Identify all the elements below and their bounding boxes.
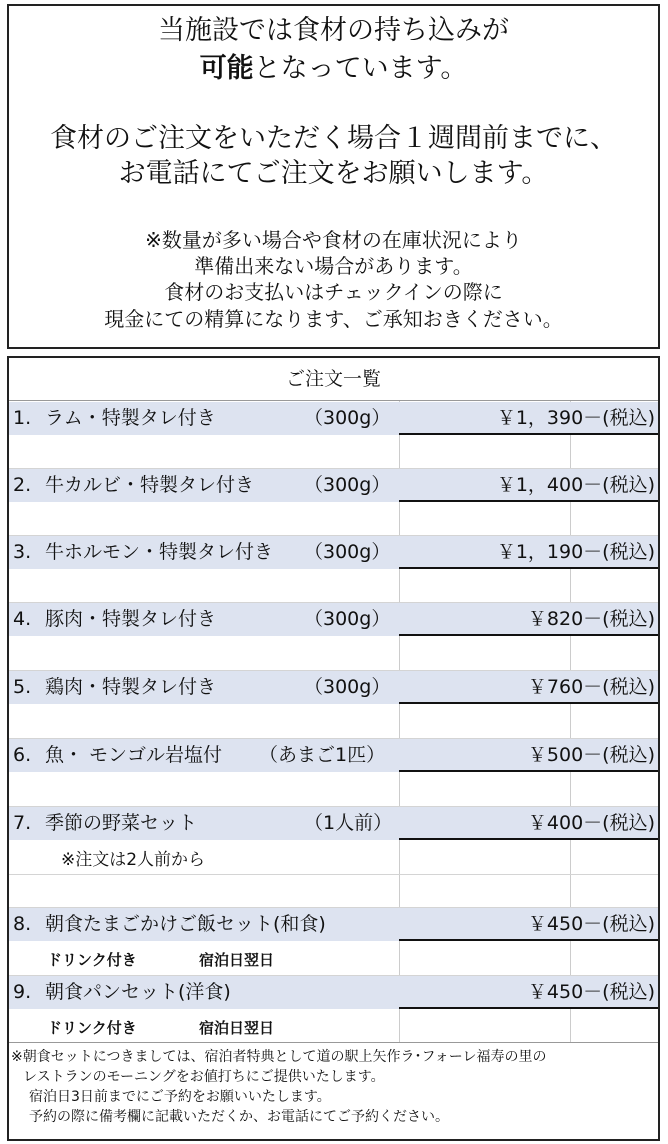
price-underline (399, 770, 658, 772)
price-underline (399, 702, 658, 704)
item-quantity: （300g） (304, 541, 391, 563)
notice-line-4: お電話にてご注文をお願いします。 (118, 158, 549, 189)
item-number: 6. (13, 744, 32, 766)
order-table (7, 356, 660, 1141)
item-quantity: （300g） (304, 608, 391, 630)
price-underline (399, 939, 658, 941)
order-table-title: ご注文一覧 (9, 358, 658, 400)
item-quantity: （300g） (304, 407, 391, 429)
item-name: 朝食たまごかけご飯セット(和食) (45, 913, 326, 935)
item-quantity: （300g） (304, 474, 391, 496)
item-price: ￥450－(税込) (527, 981, 655, 1003)
notice-line-6: 準備出来ない場合があります。 (194, 254, 473, 278)
notice-line-5: ※数量が多い場合や食材の在庫状況により (145, 228, 522, 252)
item-7-note: ※注文は2人前から (61, 850, 206, 870)
item-name: 鶏肉・特製タレ付き (45, 676, 217, 698)
footnote-line-4: 予約の際に備考欄に記載いただくか、お電話にてご予約ください。 (29, 1109, 449, 1125)
item-name: ラム・特製タレ付き (45, 407, 216, 429)
notice-line-2 (9, 52, 658, 86)
item-9-drink: ドリンク付き (47, 1019, 137, 1037)
item-price: ￥450－(税込) (527, 913, 655, 935)
item-number: 7. (13, 812, 32, 834)
order-item-row (9, 807, 658, 840)
price-underline (399, 1007, 658, 1009)
item-8-drink: ドリンク付き (47, 951, 137, 969)
notice-bold-word: 可能 (199, 53, 254, 84)
price-underline (399, 634, 658, 636)
notice-line-8: 現金にての精算になります、ご承知おきください。 (104, 307, 563, 331)
notice-line-7: 食材のお支払いはチェックインの際に (164, 280, 503, 304)
item-quantity: （300g） (304, 676, 391, 698)
item-name: 季節の野菜セット (45, 812, 198, 834)
item-quantity: （1人前） (304, 812, 393, 834)
notice-box (7, 4, 660, 349)
order-item-row (9, 739, 658, 772)
item-number: 9. (13, 981, 32, 1003)
item-price: ￥760－(税込) (527, 676, 655, 698)
footnote-line-3: 宿泊日3日前までにご予約をお願いいたします。 (29, 1089, 331, 1105)
notice-line-3: 食材のご注文をいただく場合１週間前までに、 (50, 123, 617, 154)
notice-line-2-rest: となっています。 (253, 53, 468, 84)
item-price: ￥1，400－(税込) (496, 474, 655, 496)
breakfast-footnote (9, 1042, 658, 1139)
item-number: 5. (13, 676, 32, 698)
item-number: 4. (13, 608, 32, 630)
item-8-when: 宿泊日翌日 (199, 951, 275, 969)
grid-line (9, 400, 658, 401)
footnote-line-1: ※朝食セットにつきましては、宿泊者特典として道の駅上矢作ラ･フォーレ福寿の里の (11, 1049, 547, 1065)
order-item-row (9, 402, 658, 435)
item-number: 8. (13, 913, 32, 935)
price-underline (399, 433, 658, 435)
item-price: ￥400－(税込) (527, 812, 655, 834)
item-9-when: 宿泊日翌日 (199, 1019, 275, 1037)
item-name: 豚肉・特製タレ付き (45, 608, 217, 630)
footnote-line-2: レストランのモーニングをお値打ちにご提供いたします。 (23, 1069, 385, 1085)
item-name: 牛ホルモン・特製タレ付き (45, 541, 274, 563)
price-underline (399, 500, 658, 502)
item-price: ￥1，390－(税込) (496, 407, 655, 429)
order-item-row (9, 536, 658, 569)
item-quantity: （あまご1匹） (259, 744, 386, 766)
order-item-row (9, 469, 658, 502)
order-item-row (9, 976, 658, 1009)
order-item-row (9, 908, 658, 941)
item-price: ￥820－(税込) (527, 608, 655, 630)
order-item-row (9, 603, 658, 636)
price-underline (399, 567, 658, 569)
grid-line (9, 874, 658, 875)
order-item-row (9, 671, 658, 704)
item-number: 2. (13, 474, 32, 496)
price-underline (399, 838, 658, 840)
item-name: 朝食パンセット(洋食) (45, 981, 231, 1003)
item-price: ￥500－(税込) (527, 744, 655, 766)
item-name: 魚・ モンゴル岩塩付 (45, 744, 223, 766)
item-name: 牛カルビ・特製タレ付き (45, 474, 255, 496)
item-number: 1. (13, 407, 32, 429)
notice-line-1: 当施設では食材の持ち込みが (158, 15, 509, 46)
item-number: 3. (13, 541, 32, 563)
item-price: ￥1，190－(税込) (496, 541, 655, 563)
